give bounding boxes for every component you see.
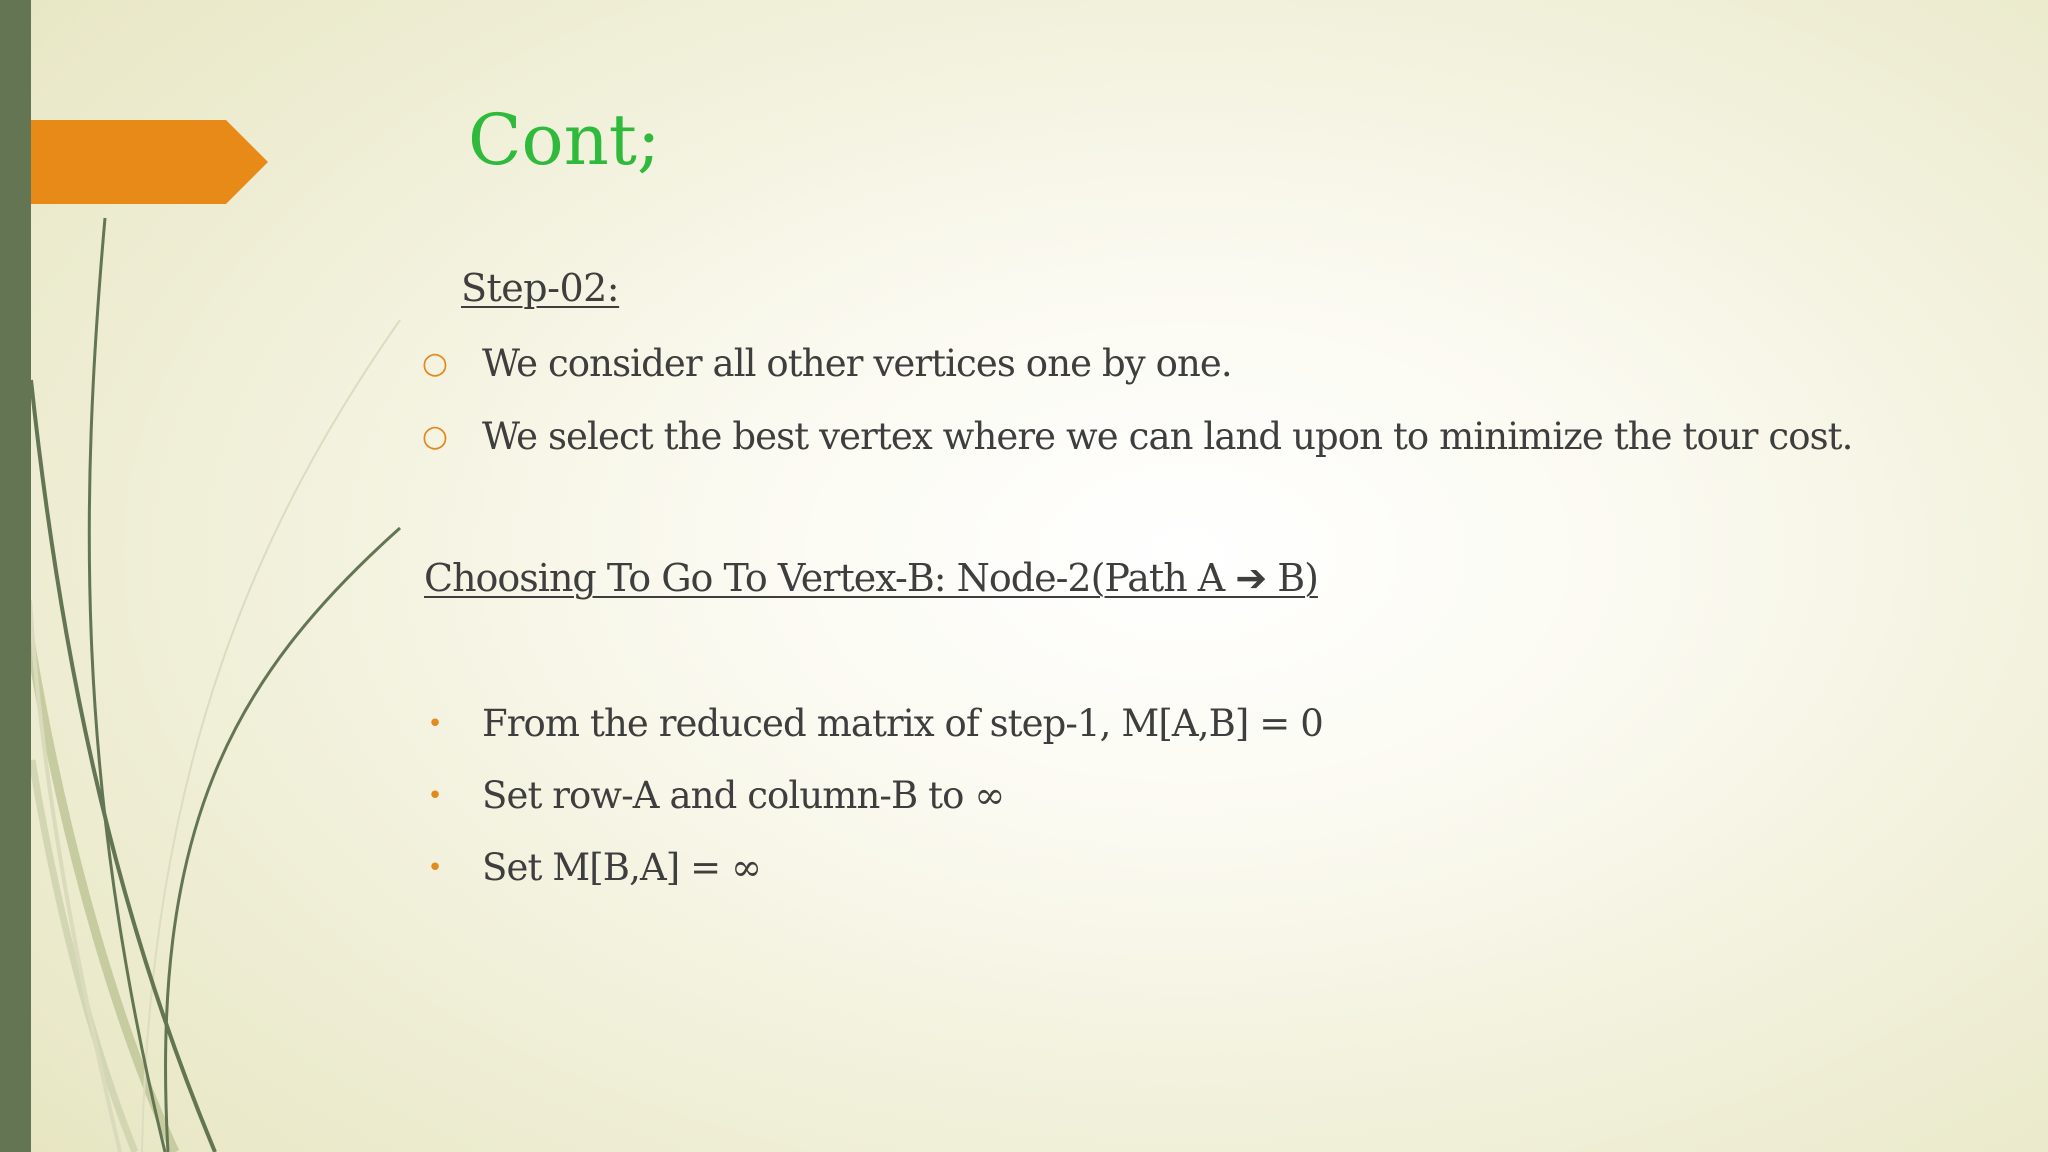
dark-stem-3 bbox=[166, 528, 400, 1152]
light-stem-2 bbox=[32, 760, 135, 1152]
left-sidebar-bar bbox=[0, 0, 31, 1152]
detail-item-text: From the reduced matrix of step-1, M[A,B] = 0 bbox=[482, 702, 1323, 745]
solid-dot-bullet-icon: • bbox=[427, 709, 443, 739]
section-heading: Choosing To Go To Vertex-B: Node-2(Path A ➔ B) bbox=[424, 556, 1318, 600]
step-list-item bbox=[420, 336, 1980, 392]
detail-item-text: Set row-A and column-B to ∞ bbox=[482, 774, 1005, 817]
slide-title: Cont; bbox=[468, 99, 661, 181]
solid-dot-bullet-icon: • bbox=[427, 853, 443, 883]
dark-stem-1 bbox=[89, 218, 165, 1152]
step-item-text: We consider all other vertices one by one. bbox=[482, 342, 1232, 385]
hollow-circle-bullet-icon: ○ bbox=[421, 346, 449, 381]
step-list-item bbox=[420, 409, 1980, 465]
hollow-circle-bullet-icon: ○ bbox=[421, 419, 449, 454]
detail-list-item bbox=[420, 768, 1980, 824]
dark-stem-2 bbox=[31, 380, 215, 1152]
light-stem-3 bbox=[142, 320, 400, 1152]
orange-arrow-tab bbox=[0, 120, 268, 204]
detail-list-item bbox=[420, 696, 1980, 752]
detail-list-item bbox=[420, 840, 1980, 896]
step-heading: Step-02: bbox=[461, 266, 620, 310]
solid-dot-bullet-icon: • bbox=[427, 781, 443, 811]
step-item-text: We select the best vertex where we can land upon to minimize the tour cost. bbox=[482, 415, 1853, 458]
detail-item-text: Set M[B,A] = ∞ bbox=[482, 846, 762, 889]
